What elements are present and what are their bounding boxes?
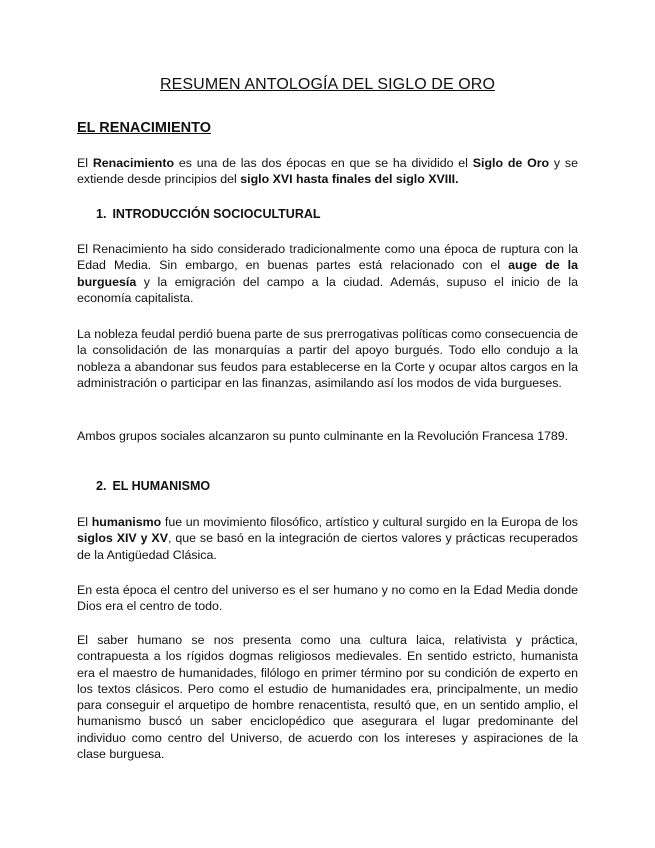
subsection-title-2: EL HUMANISMO [112,479,211,493]
ruptura-text-1: El Renacimiento ha sido considerado tradicionalmente como una época de ruptura con la Edad Media. Sin embargo, en buenas partes está relacionado con el [77,242,578,273]
humanismo-text-1: El [77,515,92,529]
intro-bold-siglo-de-oro: Siglo de Oro [472,156,550,170]
ruptura-bold-burguesia: auge de la burguesía [77,258,578,289]
intro-text-2: es una de las dos épocas en que se ha dividido el [174,156,473,170]
section-heading-renacimiento: EL RENACIMIENTO [77,120,212,136]
humanismo-text-3: , que se basó en la integración de ciertos valores y prácticas recuperados de la Antigüedad Clásica. [77,531,578,562]
humanismo-bold-siglos: siglos XIV y XV [77,531,168,546]
ruptura-text-2: y la emigración del campo a la ciudad. Además, supuso el inicio de la economía capitalista. [77,274,578,305]
subsection-number-1: 1. [96,207,107,221]
paragraph-nobleza: La nobleza feudal perdió buena parte de sus prerrogativas políticas como consecuencia de la consolidación de las monarquías a partir del apoyo burgués. Todo ello condujo a la nobleza a abandonar sus feudos para establecerse en la Corte y ocupar altos cargos en la administración o participar en las finanzas, asimilando así los modos de vida burgueses. [77,327,578,390]
paragraph-humanismo [77,514,578,563]
intro-text-3: y se extiende desde principios del [77,156,578,187]
humanismo-text-2: fue un movimiento filosófico, artístico y cultural surgido en la Europa de los [161,515,578,529]
intro-bold-siglos: siglo XVI hasta finales del siglo XVIII. [240,172,459,187]
paragraph-ruptura [77,241,578,306]
subsection-title-1: INTRODUCCIÓN SOCIOCULTURAL [112,207,321,221]
humanismo-bold-term: humanismo [91,515,162,529]
subsection-heading-2 [96,479,210,493]
subsection-number-2: 2. [96,479,107,493]
paragraph-saber-humano: El saber humano se nos presenta como una cultura laica, relativista y práctica, contrapuesta a los rígidos dogmas religiosos medievales. En sentido estricto, humanista era el maestro de humanidades, filólogo en primer término por su condición de experto en los textos clásicos. Pero como el estudio de humanidades era, principalmente, un medio para conseguir el arquetipo de hombre renacentista, resultó que, en un sentido amplio, el humanismo buscó un saber enciclopédico que asegurara el lugar predominante del individuo como centro del Universo, de acuerdo con los intereses y aspiraciones de la clase burguesa. [77,633,578,762]
document-title: RESUMEN ANTOLOGÍA DEL SIGLO DE ORO [159,76,496,93]
paragraph-ambos-grupos: Ambos grupos sociales alcanzaron su punto culminante en la Revolución Francesa 1789. [77,429,569,443]
intro-text-1: El [77,156,93,170]
paragraph-centro-universo: En esta época el centro del universo es el ser humano y no como en la Edad Media donde Dios era el centro de todo. [77,583,578,614]
subsection-heading-1 [96,207,321,221]
intro-paragraph [77,155,578,188]
intro-bold-renacimiento: Renacimiento [92,156,175,170]
